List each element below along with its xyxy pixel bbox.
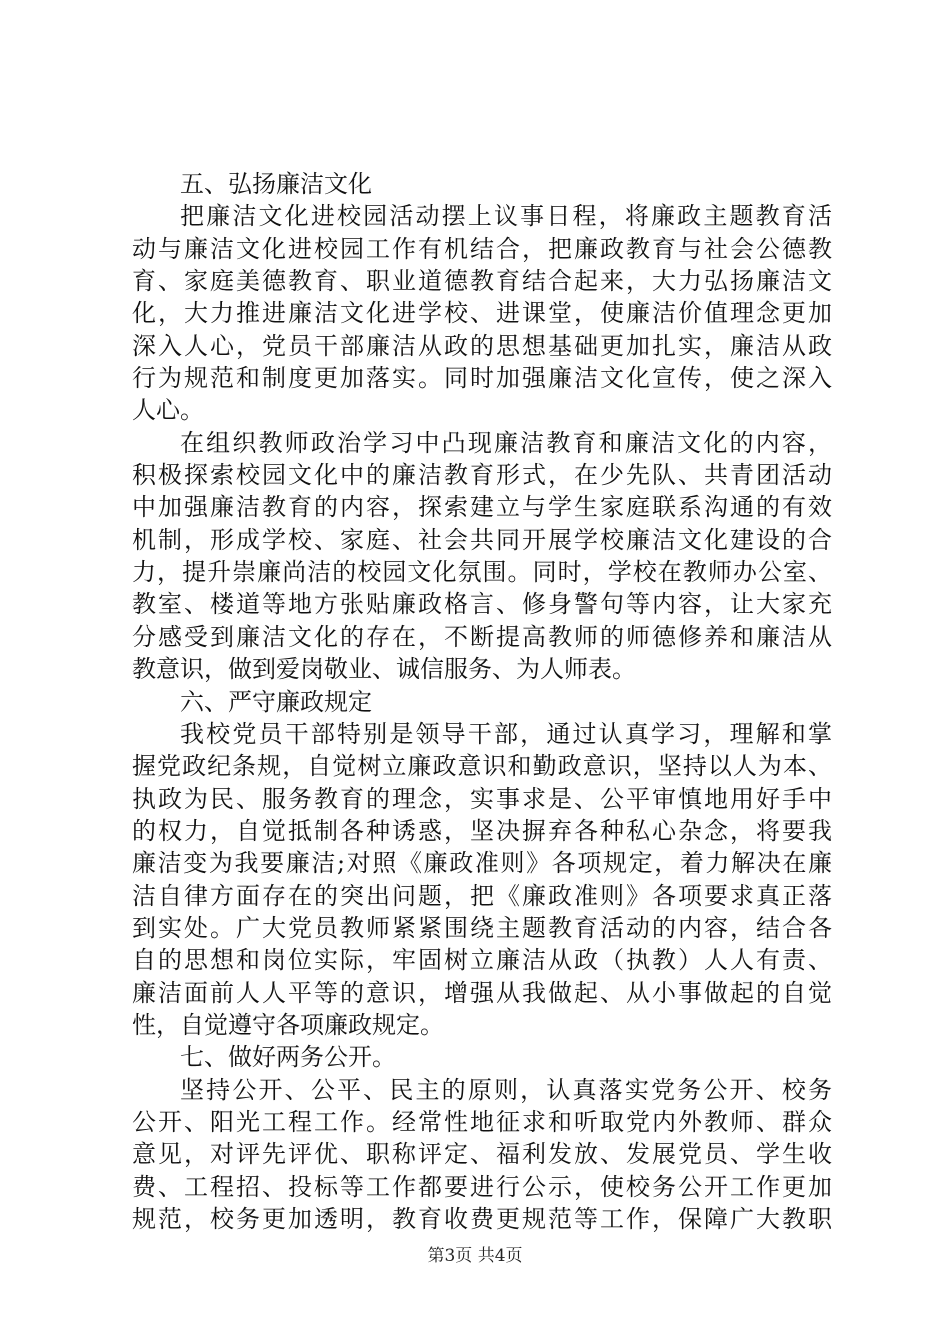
text-line: 的权力，自觉抵制各种诱惑，坚决摒弃各种私心杂念，将要我 (132, 816, 832, 845)
text-line: 廉洁变为我要廉洁;对照《廉政准则》各项规定，着力解决在廉 (132, 849, 832, 878)
text-line: 把廉洁文化进校园活动摆上议事日程，将廉政主题教育活 (180, 202, 832, 231)
text-line: 规范，校务更加透明，教育收费更规范等工作，保障广大教职 (132, 1205, 832, 1233)
text-line: 廉洁面前人人平等的意识，增强从我做起、从小事做起的自觉 (132, 978, 832, 1007)
text-line: 分感受到廉洁文化的存在，不断提高教师的师德修养和廉洁从 (132, 622, 832, 651)
text-line: 费、工程招、投标等工作都要进行公示，使校务公开工作更加 (132, 1172, 832, 1201)
text-line: 机制，形成学校、家庭、社会共同开展学校廉洁文化建设的合 (132, 525, 832, 554)
text-line: 在组织教师政治学习中凸现廉洁教育和廉洁文化的内容， (180, 428, 832, 457)
text-line: 握党政纪条规，自觉树立廉政意识和勤政意识，坚持以人为本、 (132, 752, 832, 781)
text-line: 化，大力推进廉洁文化进学校、进课堂，使廉洁价值理念更加 (132, 299, 832, 328)
text-line: 教意识，做到爱岗敬业、诚信服务、为人师表。 (132, 655, 636, 684)
text-line: 育、家庭美德教育、职业道德教育结合起来，大力弘扬廉洁文 (132, 267, 832, 296)
text-line: 意见，对评先评优、职称评定、福利发放、发展党员、学生收 (132, 1140, 832, 1169)
text-line: 到实处。广大党员教师紧紧围绕主题教育活动的内容，结合各 (132, 913, 832, 942)
text-line: 自的思想和岗位实际，牢固树立廉洁从政（执教）人人有责、 (132, 946, 832, 975)
page-footer: 第3页 共4页 (427, 1246, 523, 1266)
text-line: 教室、楼道等地方张贴廉政格言、修身警句等内容，让大家充 (132, 590, 832, 619)
document-body (132, 168, 832, 1235)
text-line: 深入人心，党员干部廉洁从政的思想基础更加扎实，廉洁从政 (132, 331, 832, 360)
text-line: 六、严守廉政规定 (180, 687, 372, 716)
text-line: 公开、阳光工程工作。经常性地征求和听取党内外教师、群众 (132, 1107, 832, 1136)
text-line: 性，自觉遵守各项廉政规定。 (132, 1010, 444, 1039)
text-line: 我校党员干部特别是领导干部，通过认真学习，理解和掌 (180, 719, 832, 748)
text-line: 执政为民、服务教育的理念，实事求是、公平审慎地用好手中 (132, 784, 832, 813)
text-line: 五、弘扬廉洁文化 (180, 170, 372, 198)
text-line: 动与廉洁文化进校园工作有机结合，把廉政教育与社会公德教 (132, 234, 832, 263)
text-line: 积极探索校园文化中的廉洁教育形式，在少先队、共青团活动 (132, 461, 832, 490)
text-line: 洁自律方面存在的突出问题，把《廉政准则》各项要求真正落 (132, 881, 832, 910)
text-line: 力，提升崇廉尚洁的校园文化氛围。同时，学校在教师办公室、 (132, 558, 832, 587)
text-line: 坚持公开、公平、民主的原则，认真落实党务公开、校务 (180, 1075, 832, 1104)
text-line: 中加强廉洁教育的内容，探索建立与学生家庭联系沟通的有效 (132, 493, 832, 522)
text-line: 行为规范和制度更加落实。同时加强廉洁文化宣传，使之深入 (132, 364, 832, 393)
text-line: 人心。 (132, 396, 204, 425)
text-line: 七、做好两务公开。 (180, 1043, 396, 1072)
